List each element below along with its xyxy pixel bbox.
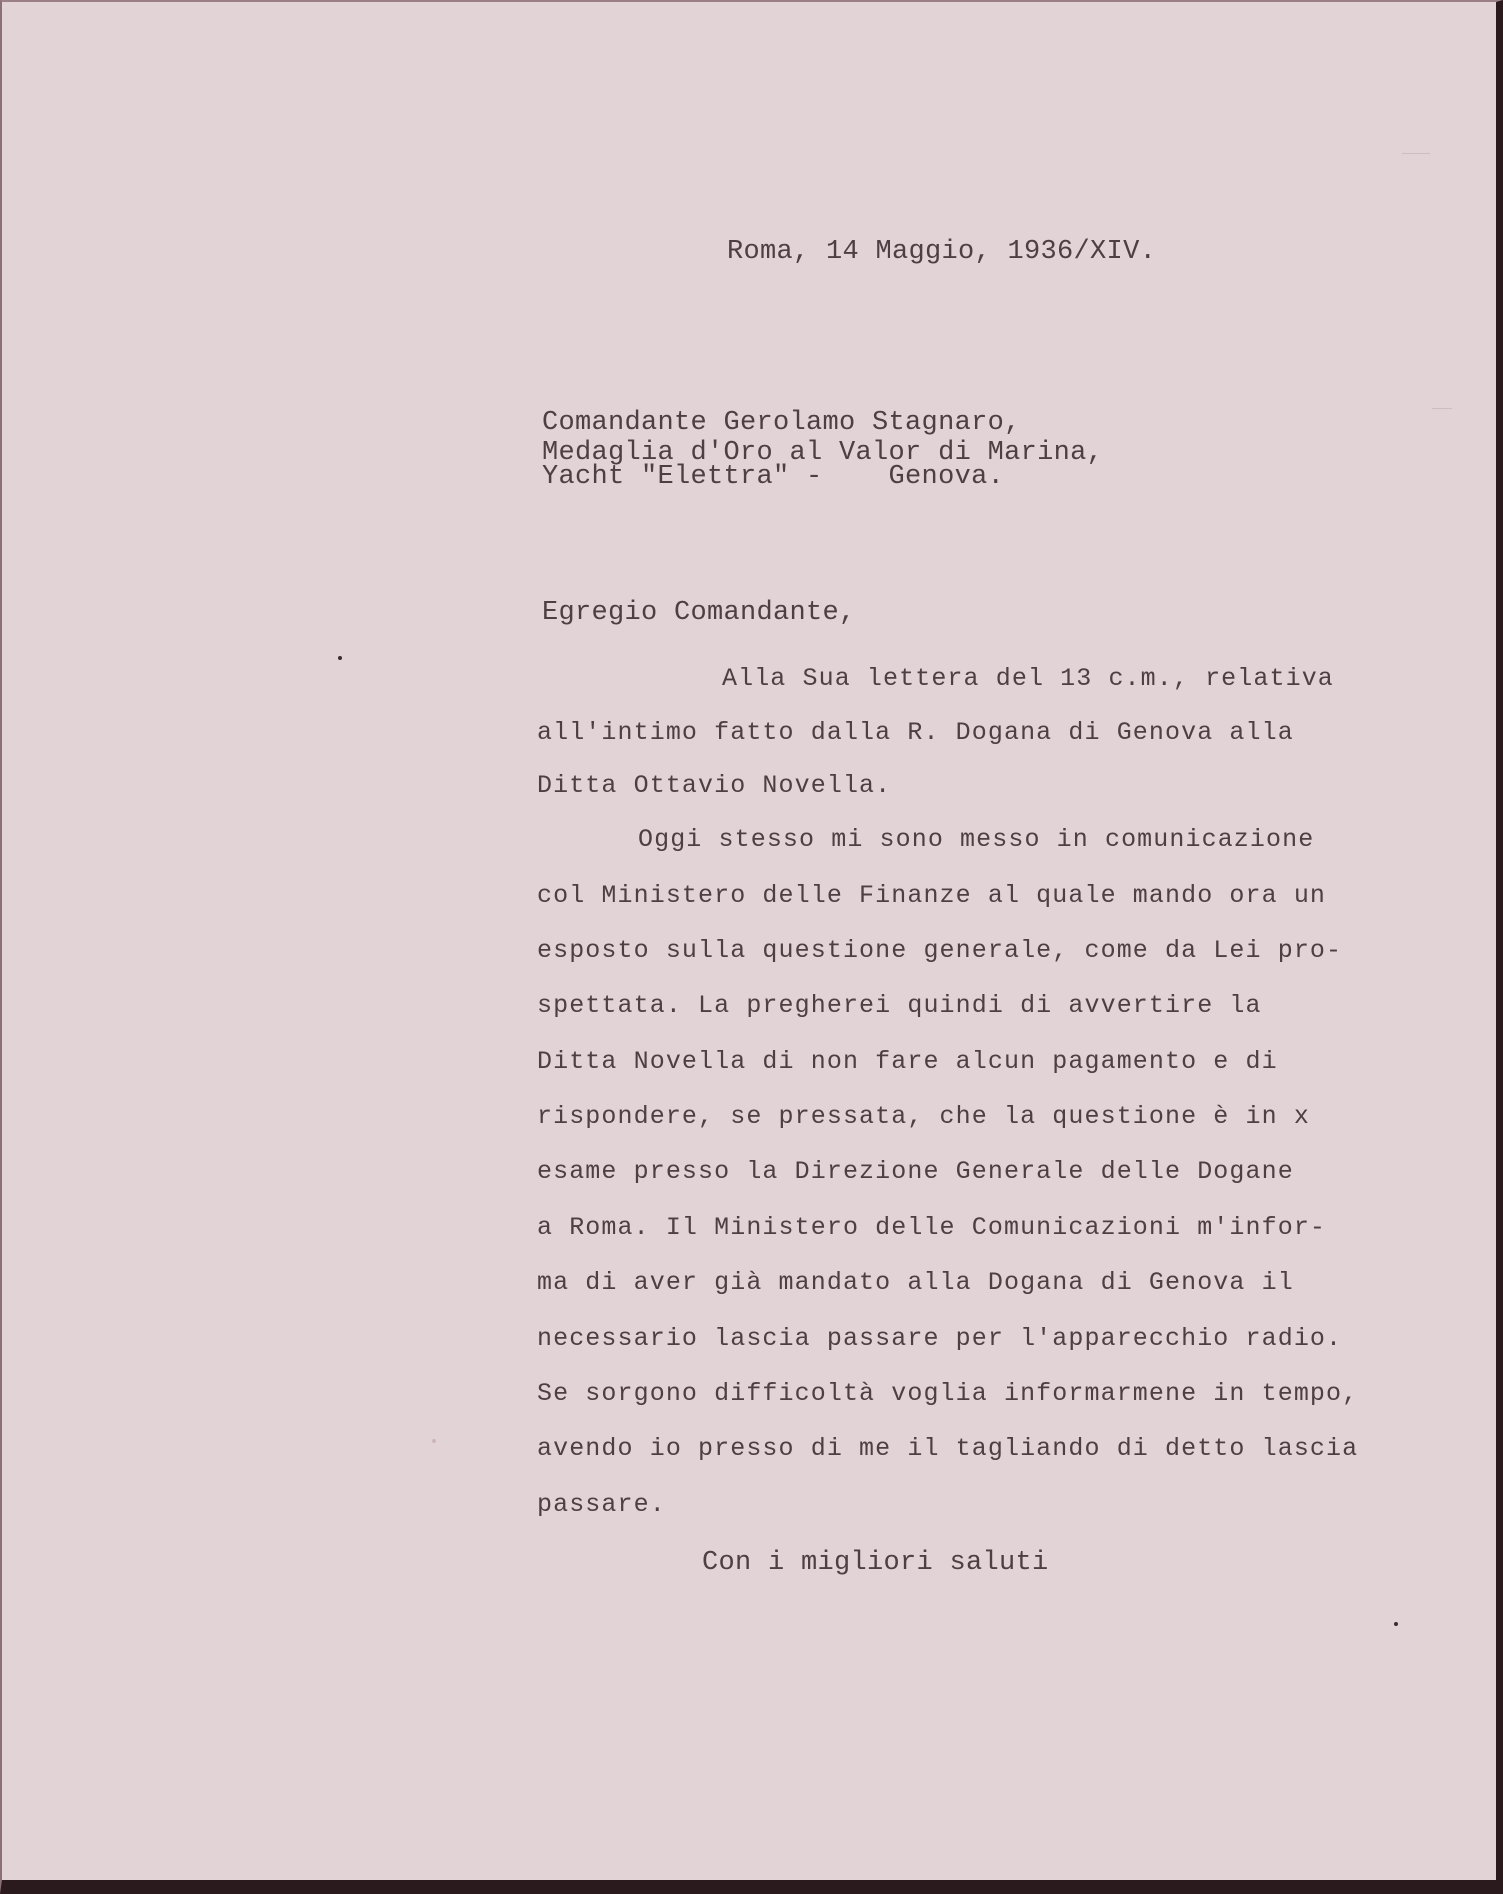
body-line: all'intimo fatto dalla R. Dogana di Genova alla xyxy=(537,718,1294,747)
body-line: avendo io presso di me il tagliando di detto lascia xyxy=(537,1434,1359,1463)
letter-salutation: Egregio Comandante, xyxy=(542,598,856,628)
body-line: spettata. La pregherei quindi di avvertire la xyxy=(537,991,1262,1020)
body-line: esame presso la Direzione Generale delle Dogane xyxy=(537,1157,1294,1186)
body-line: Ditta Novella di non fare alcun pagamento e di xyxy=(537,1047,1278,1076)
paper-speck xyxy=(432,1439,436,1443)
letter-closing: Con i migliori saluti xyxy=(702,1548,1049,1578)
body-line: Alla Sua lettera del 13 c.m., relativa xyxy=(722,664,1334,693)
body-line: col Ministero delle Finanze al quale mando ora un xyxy=(537,881,1327,910)
recipient-title-line: Medaglia d'Oro al Valor di Marina, xyxy=(542,438,1104,468)
recipient-address-line: Yacht "Elettra" - Genova. xyxy=(542,462,1005,492)
body-line: a Roma. Il Ministero delle Comunicazioni m'infor- xyxy=(537,1213,1327,1242)
body-line: ma di aver già mandato alla Dogana di Genova il xyxy=(537,1268,1294,1297)
paper-speck xyxy=(1394,1622,1398,1626)
body-line: passare. xyxy=(537,1490,666,1519)
body-line: rispondere, se pressata, che la questione è in x xyxy=(537,1102,1310,1131)
body-line: Ditta Ottavio Novella. xyxy=(537,771,892,800)
paper-crease xyxy=(1402,153,1430,154)
body-line: Se sorgono difficoltà voglia informarmene in tempo, xyxy=(537,1379,1359,1408)
paper-speck xyxy=(338,656,342,660)
body-line: Oggi stesso mi sono messo in comunicazione xyxy=(638,825,1315,854)
body-line: esposto sulla questione generale, come da Lei pro- xyxy=(537,936,1343,965)
paper-crease xyxy=(1432,408,1452,409)
body-line: necessario lascia passare per l'apparecchio radio. xyxy=(537,1324,1343,1353)
recipient-name-line: Comandante Gerolamo Stagnaro, xyxy=(542,408,1021,438)
letter-date: Roma, 14 Maggio, 1936/XIV. xyxy=(727,237,1157,267)
